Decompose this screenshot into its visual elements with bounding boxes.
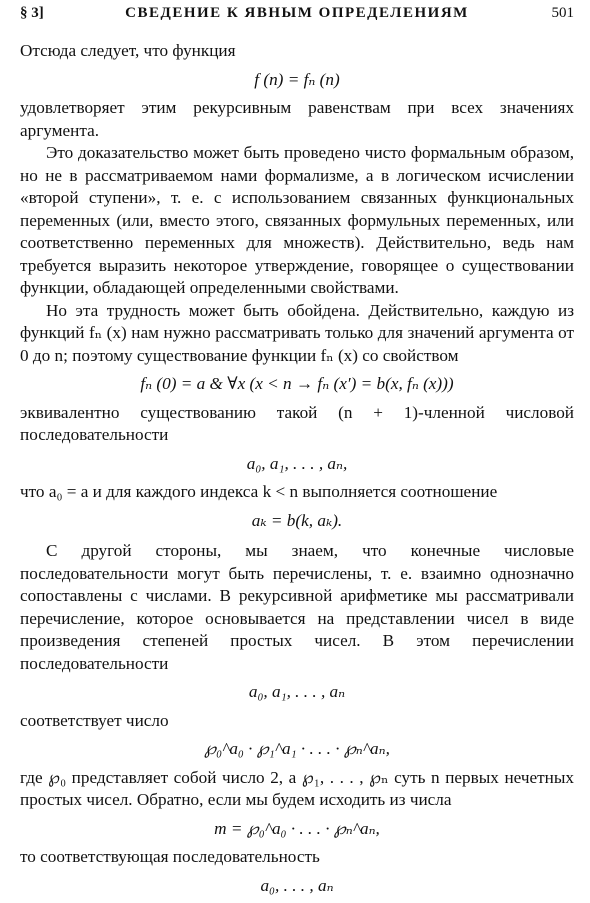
paragraph: где ℘₀ представляет собой число 2, а ℘₁, . . . , ℘ₙ суть n первых нечетных простых чисел. Обратно, если мы будем исходить из числа: [20, 767, 574, 809]
page-body: [20, 40, 574, 903]
paragraph: то соответствующая последовательность: [20, 847, 320, 866]
formula: f (n) = fₙ (n): [254, 69, 340, 89]
paragraph: удовлетворяет этим рекурсивным равенствам при всех значениях аргумента.: [20, 98, 574, 140]
formula: a₀, . . . , aₙ: [260, 875, 334, 895]
formula: fₙ (0) = a & ∀x (x < n → fₙ (x′) = b(x, fₙ (x))): [140, 374, 454, 393]
formula: m = ℘₀^a₀ · . . . · ℘ₙ^aₙ,: [214, 818, 380, 838]
paragraph: соответствует число: [20, 710, 169, 730]
running-header: [20, 5, 574, 27]
running-title: СВЕДЕНИЕ К ЯВНЫМ ОПРЕДЕЛЕНИЯМ: [125, 5, 469, 21]
paragraph: эквивалентно существованию такой (n + 1)-членной числовой последовательности: [20, 402, 574, 444]
paragraph: Это доказательство может быть проведено чисто формальным образом, но не в рассматриваемом нами формализме, а в логическом исчислении «второй ступени», т. е. с использованием связанных функциональных переменных (или, вместо этого, связанных формульных переменных, или соответственно переменных для множеств). Действительно, ведь нам требуется выразить некоторое утверждение, говорящее о существовании функции, обладающей определенными свойствами.: [20, 143, 574, 297]
section-marker: § 3]: [20, 5, 44, 21]
paragraph: Но эта трудность может быть обойдена. Действительно, каждую из функций fₙ (x) нам нужно рассматривать только для значений аргумента от 0 до n; поэтому существование функции fₙ (x) со свойством: [20, 300, 574, 365]
formula: a₀, a₁, . . . , aₙ: [248, 682, 346, 701]
paragraph: С другой стороны, мы знаем, что конечные числовые последовательности могут быть перечислены, т. е. взаимно однозначно сопоставлены с числами. В рекурсивной арифметике мы рассматривали перечисление, которое основывается на представлении чисел в виде произведения степеней простых чисел. В этом перечислении последовательности: [20, 541, 574, 673]
paragraph: Отсюда следует, что функция: [20, 41, 236, 60]
formula: a₀, a₁, . . . , aₙ,: [246, 453, 348, 473]
formula: aₖ = b(k, aₖ).: [251, 510, 343, 530]
paragraph: что a₀ = a и для каждого индекса k < n выполняется соотношение: [20, 482, 498, 501]
page-number: 501: [551, 5, 574, 21]
formula: ℘₀^a₀ · ℘₁^a₁ · . . . · ℘ₙ^aₙ,: [204, 739, 390, 758]
